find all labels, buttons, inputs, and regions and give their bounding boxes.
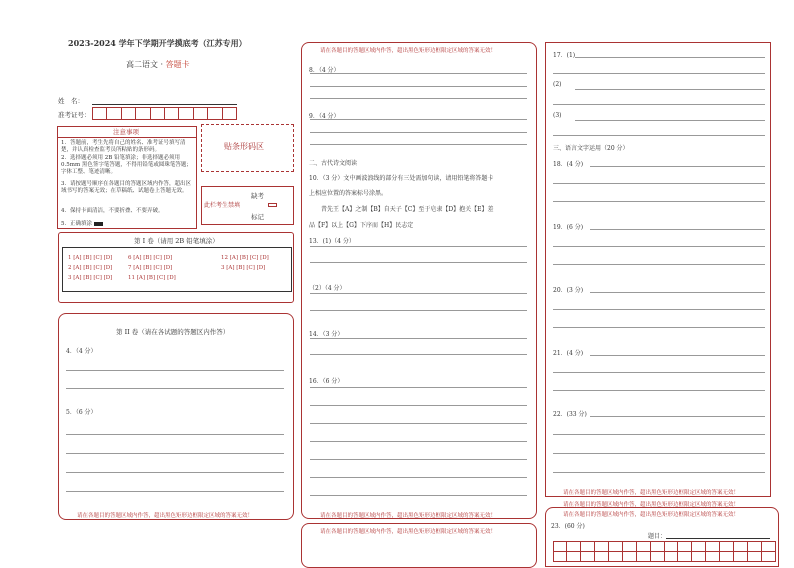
warning-middle-lower: 请在各题目的答题区域内作答，超出黑色矩形边框限定区域的答案无效！ (320, 529, 497, 535)
notes-item-4: 4．保持卡面清洁，不要折叠、不要弄破。 (61, 208, 164, 214)
q16-label: 16．（6 分） (309, 378, 344, 385)
answer-line[interactable] (310, 405, 527, 406)
q4-label: 4．（4 分） (66, 348, 97, 355)
answer-line[interactable] (553, 372, 765, 373)
warning-right-top: 请在各题目的答题区域内作答，超出黑色矩形边框限定区域的答案无效！ (563, 490, 740, 496)
notes-heading: 注意事项 (113, 128, 139, 136)
absent-label: 此栏考生禁填 (204, 202, 241, 209)
q10-line1: 10．（3 分）文中画波浪线的部分有三处需加句读，请用铅笔将答题卡 (309, 175, 494, 182)
answer-line[interactable] (590, 166, 765, 167)
answer-line[interactable] (66, 434, 284, 435)
q20-label: 20．(3 分) (553, 287, 584, 294)
warning-left: 请在各题目的答题区域内作答，超出黑色矩形边框限定区域的答案无效！ (77, 513, 254, 519)
answer-line[interactable] (553, 390, 765, 391)
answer-line[interactable] (310, 441, 527, 442)
barcode-label: 贴条形码区 (224, 142, 264, 151)
notes-item-5: 5．正确填涂 (61, 219, 103, 227)
answer-line[interactable] (590, 229, 765, 230)
part1-col1[interactable]: 1 [A] [B] [C] [D] 2 [A] [B] [C] [D] 3 [A] [B] [C] [D] (68, 255, 113, 281)
answer-line[interactable] (575, 89, 765, 90)
part2-title: 第 II 卷（请在各试题的答题区内作答） (116, 328, 230, 336)
answer-line[interactable] (66, 491, 284, 492)
q19-label: 19．(6 分) (553, 224, 584, 231)
answer-line[interactable] (553, 183, 765, 184)
answer-line[interactable] (590, 292, 765, 293)
q13-1-label: 13．(1)（4 分） (309, 238, 355, 245)
q13-2-label: （2）（4 分） (309, 285, 346, 292)
q10-line3[interactable]: 昔先王【A】之制【B】自天子【C】至于皂隶【D】抱关【E】差 (321, 206, 494, 213)
warning-middle-top: 请在各题目的答题区域内作答，超出黑色矩形边框限定区域的答案无效！ (320, 48, 497, 54)
q8-label: 8．（4 分） (309, 67, 340, 74)
absent-mark2: 标记 (251, 213, 264, 221)
absent-checkbox[interactable] (268, 203, 277, 207)
q17-3-label: (3) (553, 112, 562, 119)
answer-line[interactable] (553, 104, 765, 105)
notes-divider (57, 137, 197, 138)
notes-item-2: 2．选择题必须用 2B 铅笔填涂；非选择题必须用 0.5mm 黑色签字笔答题，不得用铅笔或圆珠笔答题；字体工整、笔迹清晰。 (61, 155, 192, 175)
answer-line[interactable] (310, 144, 527, 145)
answer-line[interactable] (553, 73, 765, 74)
answer-line[interactable] (310, 246, 527, 247)
answer-line[interactable] (310, 495, 527, 496)
exam-subtitle (126, 59, 190, 70)
q10-line2: 上相应位置的答案标号涂黑。 (309, 190, 388, 197)
notes-item-3: 3．请按题号顺序在各题目的答题区域内作答，超出区域书写的答案无效；在草稿纸、试题卷上答题无效。 (61, 181, 192, 194)
part1-col3[interactable]: 12 [A] [B] [C] [D] 3 [A] [B] [C] [D] (221, 255, 269, 271)
candidate-id-label: 准考证号： (58, 111, 91, 119)
answer-line[interactable] (310, 86, 527, 87)
composition-grid[interactable] (553, 541, 776, 562)
answer-line[interactable] (553, 264, 765, 265)
answer-line[interactable] (66, 388, 284, 389)
answer-line[interactable] (575, 57, 765, 58)
right-box (545, 42, 771, 497)
answer-line[interactable] (553, 246, 765, 247)
q22-label: 22．(33 分) (553, 411, 587, 418)
answer-line[interactable] (553, 434, 765, 435)
answer-line[interactable] (553, 309, 765, 310)
answer-line[interactable] (310, 338, 527, 339)
answer-line[interactable] (310, 262, 527, 263)
q17-2-label: (2) (553, 81, 562, 88)
answer-line[interactable] (590, 416, 765, 417)
answer-line[interactable] (310, 387, 527, 388)
name-line (92, 104, 237, 105)
answer-line[interactable] (310, 310, 527, 311)
exam-title: 2023-2024 学年下学期开学摸底考（江苏专用） (68, 38, 247, 48)
subtitle-answer-sheet: 答题卡 (165, 60, 190, 69)
answer-line[interactable] (553, 453, 765, 454)
answer-line[interactable] (310, 119, 527, 120)
answer-line[interactable] (553, 201, 765, 202)
answer-line[interactable] (66, 472, 284, 473)
warning-middle-bottom: 请在各题目的答题区域内作答，超出黑色矩形边框限定区域的答案无效！ (320, 513, 497, 519)
subtitle-prefix: 高二语文 · (126, 60, 166, 69)
answer-line[interactable] (310, 73, 527, 74)
q21-label: 21．(4 分) (553, 350, 584, 357)
absent-mark1: 缺考 (251, 192, 264, 200)
warning-right-bottom: 请在各题目的答题区域内作答，超出黑色矩形边框限定区域的答案无效！ (563, 512, 740, 518)
answer-line[interactable] (310, 293, 527, 294)
answer-line[interactable] (66, 453, 284, 454)
notes-item-1: 1．答题前，考生先将自己的姓名、准考证号填写清楚，并认真检查监考员所粘贴的条形码。 (61, 140, 186, 153)
section2-title: 二、古代诗文阅读 (309, 160, 358, 167)
answer-line[interactable] (310, 477, 527, 478)
answer-line[interactable] (553, 327, 765, 328)
answer-line[interactable] (553, 472, 765, 473)
name-label: 姓 名： (58, 97, 84, 105)
answer-line[interactable] (310, 98, 527, 99)
q5-label: 5．（6 分） (66, 409, 97, 416)
answer-line[interactable] (310, 459, 527, 460)
part1-title: 第 I 卷（请用 2B 铅笔填涂） (134, 237, 219, 245)
q9-label: 9．（4 分） (309, 113, 340, 120)
q10-line4[interactable]: 品【F】以上【G】下序而【H】民志定 (309, 222, 414, 229)
part2-box (58, 313, 294, 520)
answer-line[interactable] (590, 355, 765, 356)
q17-1-label: 17．(1) (553, 52, 576, 59)
q14-label: 14．（3 分） (309, 331, 344, 338)
part1-col2[interactable]: 6 [A] [B] [C] [D] 7 [A] [B] [C] [D] 11 [A] [B] [C] [D] (128, 255, 176, 281)
answer-line[interactable] (310, 354, 527, 355)
answer-line[interactable] (310, 132, 527, 133)
topic-line[interactable] (666, 538, 770, 539)
q18-label: 18．(4 分) (553, 161, 584, 168)
warning-right-mid: 请在各题目的答题区域内作答，超出黑色矩形边框限定区域的答案无效！ (563, 502, 740, 508)
q23-label: 23．(60 分) (551, 523, 585, 530)
section3-title: 三、语言文字运用（20 分） (553, 145, 629, 152)
answer-line[interactable] (575, 120, 765, 121)
answer-line[interactable] (66, 370, 284, 371)
topic-label: 题目： (648, 533, 667, 540)
candidate-id-boxes[interactable] (92, 107, 237, 120)
answer-line[interactable] (310, 423, 527, 424)
answer-line[interactable] (553, 135, 765, 136)
